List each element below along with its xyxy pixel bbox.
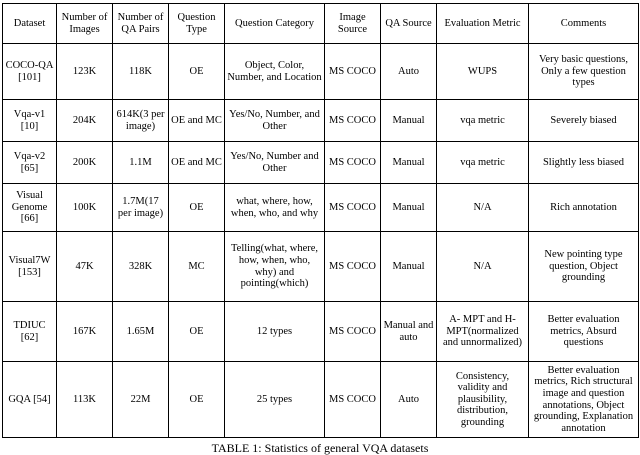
table-cell: 328K (113, 232, 169, 302)
table-cell: 113K (57, 362, 113, 438)
table-cell: Yes/No, Number and Other (225, 142, 325, 184)
table-cell: MS COCO (325, 362, 381, 438)
header-row (3, 4, 639, 44)
table-cell: 614K(3 per image) (113, 100, 169, 142)
table-cell: New pointing type question, Object grounding (529, 232, 639, 302)
table-row (3, 362, 639, 438)
table-cell: Severely biased (529, 100, 639, 142)
dataset-name-cell: Vqa-v1 [10] (3, 100, 57, 142)
table-cell: Slightly less biased (529, 142, 639, 184)
table-cell: MC (169, 232, 225, 302)
table-cell: OE and MC (169, 100, 225, 142)
table-cell: Consistency, validity and plausibility, distribution, grounding (437, 362, 529, 438)
table-cell: 167K (57, 302, 113, 362)
table-cell: MS COCO (325, 100, 381, 142)
table-cell: 200K (57, 142, 113, 184)
table-cell: N/A (437, 232, 529, 302)
table-cell: 204K (57, 100, 113, 142)
table-cell: 47K (57, 232, 113, 302)
table-cell: 1.7M(17 per image) (113, 184, 169, 232)
dataset-name-cell: Vqa-v2 [65] (3, 142, 57, 184)
table-cell: Telling(what, where, how, when, who, why) and pointing(which) (225, 232, 325, 302)
table-cell: OE (169, 184, 225, 232)
table-cell: OE (169, 362, 225, 438)
table-cell: vqa metric (437, 142, 529, 184)
dataset-name-cell: GQA [54] (3, 362, 57, 438)
table-cell: Manual (381, 184, 437, 232)
column-header: Comments (529, 4, 639, 44)
table-cell: Manual and auto (381, 302, 437, 362)
table-cell: Manual (381, 100, 437, 142)
table-cell: Rich annotation (529, 184, 639, 232)
table-cell: MS COCO (325, 142, 381, 184)
table-cell: Manual (381, 142, 437, 184)
table-cell: OE and MC (169, 142, 225, 184)
vqa-datasets-table (2, 3, 639, 438)
column-header: Number of Images (57, 4, 113, 44)
column-header: Question Category (225, 4, 325, 44)
column-header: Question Type (169, 4, 225, 44)
column-header: Image Source (325, 4, 381, 44)
table-row (3, 184, 639, 232)
table-cell: Very basic questions, Only a few question types (529, 44, 639, 100)
table-cell: Auto (381, 44, 437, 100)
table-row (3, 100, 639, 142)
table-cell: A- MPT and H-MPT(normalized and unnormalized) (437, 302, 529, 362)
table-cell: 12 types (225, 302, 325, 362)
column-header: Dataset (3, 4, 57, 44)
table-cell: Object, Color, Number, and Location (225, 44, 325, 100)
table-row (3, 142, 639, 184)
table-cell: Yes/No, Number, and Other (225, 100, 325, 142)
table-cell: MS COCO (325, 232, 381, 302)
table-row (3, 44, 639, 100)
table-cell: WUPS (437, 44, 529, 100)
table-cell: Better evaluation metrics, Rich structural image and question annotations, Object grounding, Explanation annotation (529, 362, 639, 438)
table-row (3, 302, 639, 362)
table-cell: Auto (381, 362, 437, 438)
table-cell: MS COCO (325, 184, 381, 232)
table-cell: 22M (113, 362, 169, 438)
table-cell: OE (169, 302, 225, 362)
table-cell: N/A (437, 184, 529, 232)
dataset-name-cell: Visual Genome [66] (3, 184, 57, 232)
dataset-name-cell: TDIUC [62] (3, 302, 57, 362)
table-cell: 1.1M (113, 142, 169, 184)
dataset-name-cell: COCO-QA [101] (3, 44, 57, 100)
table-cell: MS COCO (325, 302, 381, 362)
column-header: Evaluation Metric (437, 4, 529, 44)
table-cell: 25 types (225, 362, 325, 438)
table-cell: 100K (57, 184, 113, 232)
table-cell: Better evaluation metrics, Absurd questions (529, 302, 639, 362)
table-row (3, 232, 639, 302)
column-header: QA Source (381, 4, 437, 44)
table-cell: MS COCO (325, 44, 381, 100)
table-cell: 118K (113, 44, 169, 100)
table-cell: vqa metric (437, 100, 529, 142)
table-cell: Manual (381, 232, 437, 302)
table-caption: TABLE 1: Statistics of general VQA datasets (211, 441, 429, 455)
table-cell: 123K (57, 44, 113, 100)
table-body (3, 44, 639, 438)
column-header: Number of QA Pairs (113, 4, 169, 44)
table-cell: 1.65M (113, 302, 169, 362)
table-cell: OE (169, 44, 225, 100)
dataset-name-cell: Visual7W [153] (3, 232, 57, 302)
table-cell: what, where, how, when, who, and why (225, 184, 325, 232)
